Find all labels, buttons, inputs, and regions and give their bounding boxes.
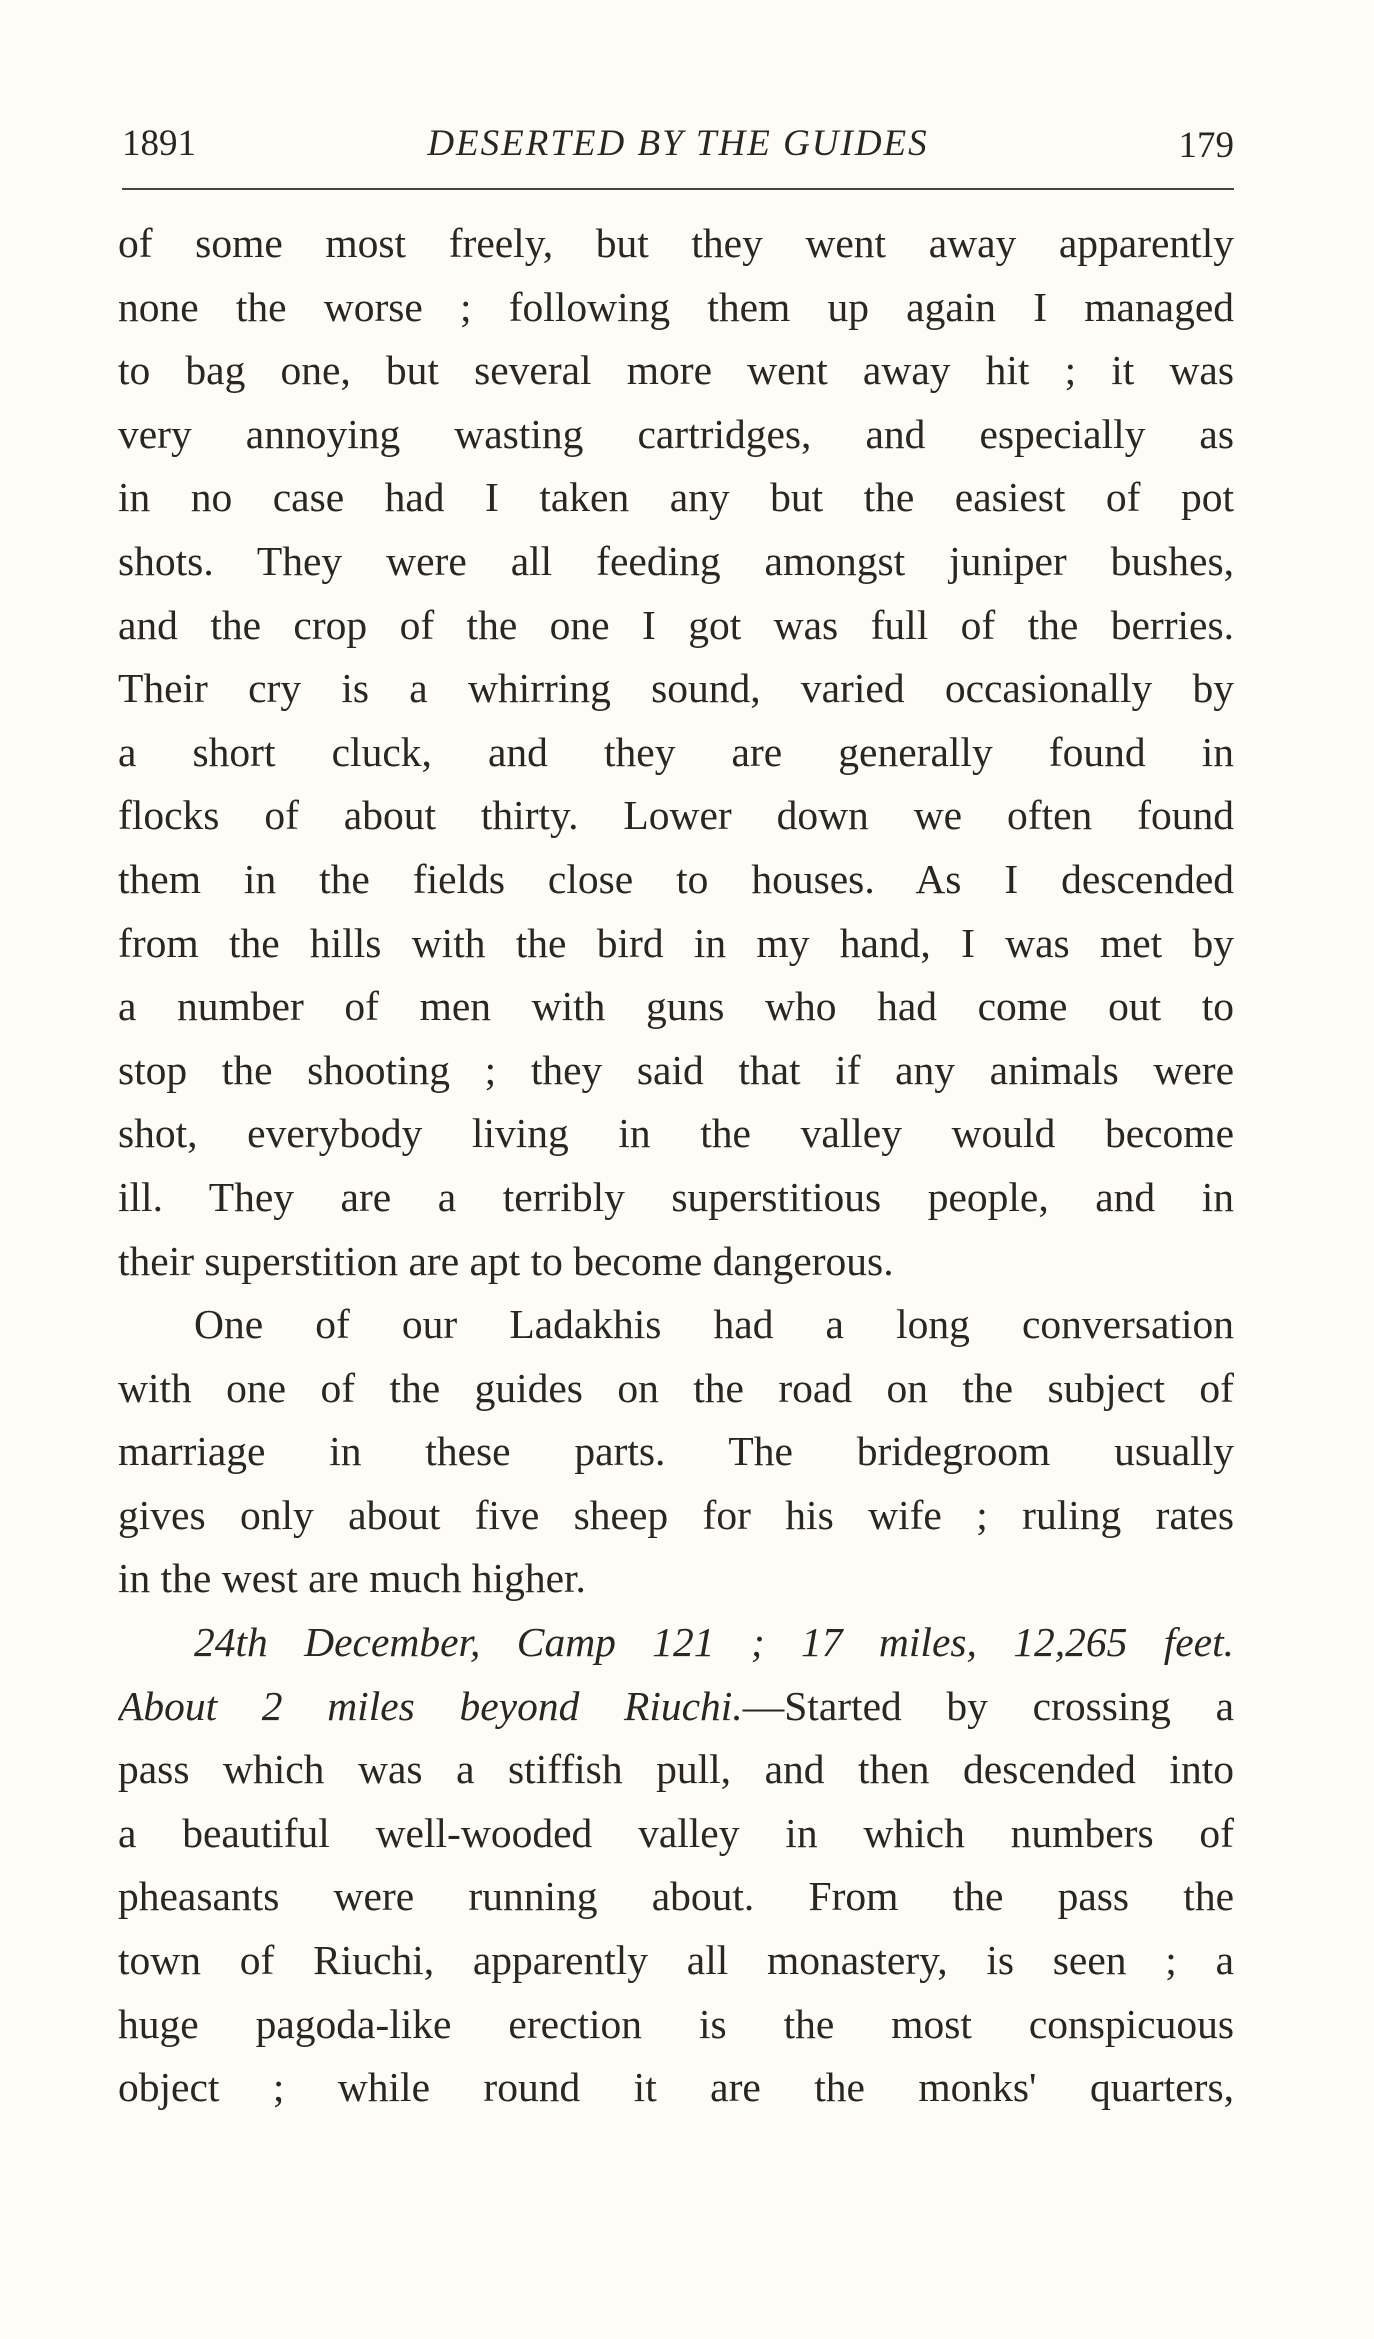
text-line: object ; while round it are the monks' quarters, <box>118 2064 1234 2111</box>
text-line: in the west are much higher. <box>118 1555 586 1602</box>
text-line: flocks of about thirty. Lower down we often found <box>118 792 1234 839</box>
page-number: 179 <box>1178 125 1234 166</box>
text-line: to bag one, but several more went away hit ; it was <box>118 347 1234 394</box>
text-line: town of Riuchi, apparently all monastery, is seen ; a <box>118 1937 1234 1984</box>
text-line: none the worse ; following them up again I managed <box>118 283 1234 330</box>
text-line: very annoying wasting cartridges, and especially as <box>118 410 1234 457</box>
paragraph-start-line: One of our Ladakhis had a long conversation <box>194 1301 1234 1348</box>
running-head <box>122 112 1234 172</box>
body-text <box>118 212 1234 2120</box>
diary-entry-text: —Started by crossing a <box>742 1682 1234 1729</box>
text-line: in no case had I taken any but the easiest of pot <box>118 474 1234 521</box>
text-line: and the crop of the one I got was full of the berries. <box>118 601 1234 648</box>
text-line <box>118 1675 1234 1739</box>
text-line: them in the fields close to houses. As I descended <box>118 855 1234 902</box>
text-line: pheasants were running about. From the pass the <box>118 1873 1234 1920</box>
text-line: with one of the guides on the road on the subject of <box>118 1364 1234 1411</box>
text-line: gives only about five sheep for his wife ; ruling rates <box>118 1491 1234 1538</box>
header-year: 1891 <box>122 123 196 164</box>
text-line: shot, everybody living in the valley would become <box>118 1110 1234 1157</box>
text-line: a beautiful well-wooded valley in which numbers of <box>118 1809 1234 1856</box>
text-line: of some most freely, but they went away apparently <box>118 220 1234 266</box>
text-line: Their cry is a whirring sound, varied occasionally by <box>118 665 1234 712</box>
text-line: huge pagoda-like erection is the most conspicuous <box>118 2000 1234 2047</box>
text-line: a number of men with guns who had come out to <box>118 983 1234 1030</box>
diary-entry-heading: 24th December, Camp 121 ; 17 miles, 12,265 feet. <box>194 1619 1234 1666</box>
diary-entry-location: About 2 miles beyond Riuchi. <box>118 1682 743 1729</box>
header-rule <box>122 188 1234 190</box>
header-title: DESERTED BY THE GUIDES <box>427 123 929 164</box>
text-line: a short cluck, and they are generally found in <box>118 728 1234 775</box>
text-line: marriage in these parts. The bridegroom usually <box>118 1428 1234 1475</box>
text-line: from the hills with the bird in my hand, I was met by <box>118 919 1234 966</box>
text-line: pass which was a stiffish pull, and then descended into <box>118 1746 1234 1793</box>
text-line: stop the shooting ; they said that if any animals were <box>118 1046 1234 1093</box>
text-line: ill. They are a terribly superstitious people, and in <box>118 1173 1234 1220</box>
text-line: their superstition are apt to become dangerous. <box>118 1237 894 1284</box>
text-line: shots. They were all feeding amongst juniper bushes, <box>118 537 1234 584</box>
